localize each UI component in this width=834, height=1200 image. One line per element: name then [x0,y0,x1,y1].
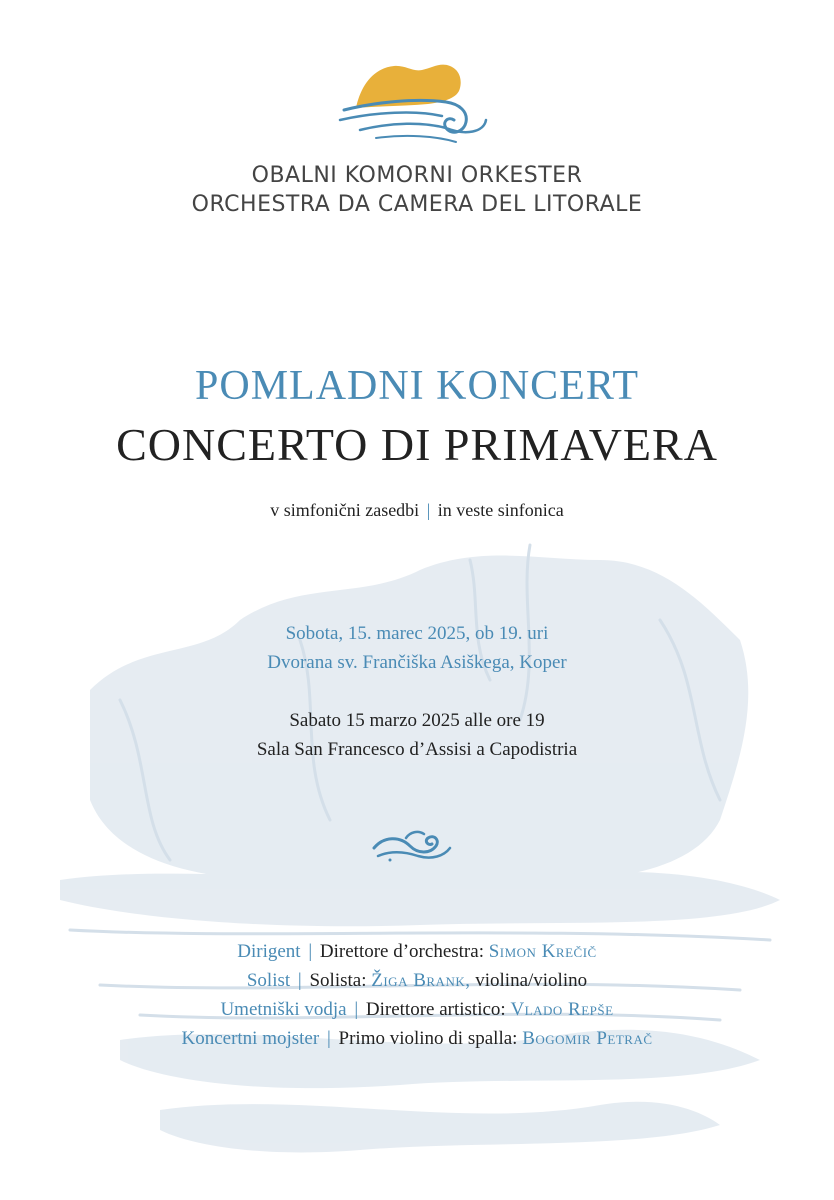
organization-name-sl: OBALNI KOMORNI ORKESTER [251,163,583,188]
event-date-it: Sabato 15 marzo 2025 alle ore 19 [289,710,545,731]
subtitle-sl: v simfonični zasedbi [270,500,420,520]
credit-name: Vlado Repše [510,999,614,1020]
credit-label-it: Primo violino di spalla: [338,1028,518,1049]
credit-soloist [0,966,834,995]
violin-wave-logo [336,58,488,154]
credit-label-sl: Umetniški vodja [220,999,347,1020]
credit-label-it: Direttore d’orchestra: [319,941,484,962]
event-details-it [0,706,834,764]
credit-artistic-director [0,995,834,1024]
credit-separator: | [354,999,359,1020]
organization-name-it: ORCHESTRA DA CAMERA DEL LITORALE [191,192,643,217]
credit-name: Žiga Brank, [371,970,471,991]
subtitle-separator: | [426,500,431,520]
concert-title-sl: POMLADNI KONCERT [195,363,639,409]
credit-label-sl: Dirigent [237,941,301,962]
credit-separator: | [326,1028,331,1049]
event-venue-it: Sala San Francesco d’Assisi a Capodistria [256,739,578,760]
credit-label-sl: Solist [246,970,291,991]
subtitle-it: in veste sinfonica [437,500,564,520]
credit-instrument: violina/violino [475,970,588,991]
credit-separator: | [308,941,313,962]
credit-concertmaster [0,1024,834,1053]
credits-list [0,937,834,1053]
event-venue-sl: Dvorana sv. Frančiška Asiškega, Koper [267,652,567,673]
credit-name: Bogomir Petrač [522,1028,653,1049]
event-date-sl: Sobota, 15. marec 2025, ob 19. uri [285,623,549,644]
wave-scroll-ornament [370,826,454,866]
credit-label-it: Solista: [309,970,367,991]
concert-title-it: CONCERTO DI PRIMAVERA [116,419,718,470]
credit-name: Simon Krečič [488,941,597,962]
credit-label-it: Direttore artistico: [365,999,506,1020]
event-details-sl [0,619,834,677]
ensemble-subtitle [0,500,834,521]
credit-separator: | [297,970,302,991]
credit-label-sl: Koncertni mojster [181,1028,320,1049]
credit-conductor [0,937,834,966]
